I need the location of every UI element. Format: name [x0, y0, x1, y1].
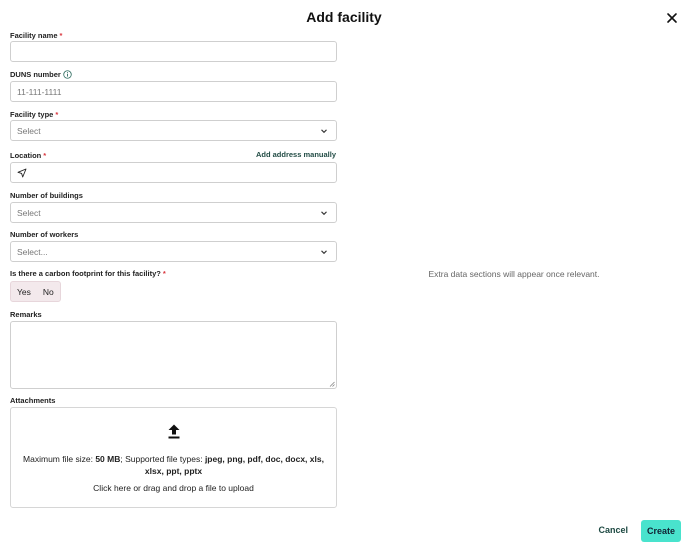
remarks-label: Remarks	[10, 310, 42, 319]
carbon-footprint-toggle	[10, 281, 61, 302]
workers-label: Number of workers	[10, 230, 79, 239]
required-marker: *	[162, 269, 166, 278]
upload-instruction: Click here or drag and drop a file to upload	[93, 483, 254, 493]
workers-select[interactable]: Select...	[10, 241, 337, 262]
buildings-label: Number of buildings	[10, 191, 83, 200]
required-marker: *	[59, 31, 63, 40]
extra-sections-note: Extra data sections will appear once relevant.	[428, 269, 600, 279]
facility-name-label: Facility name *	[10, 31, 63, 40]
close-icon[interactable]	[664, 10, 680, 26]
remarks-textarea[interactable]	[10, 321, 337, 389]
attachments-label: Attachments	[10, 396, 56, 405]
no-option[interactable]: No	[42, 286, 54, 297]
upload-icon	[168, 424, 180, 439]
dialog-title: Add facility	[306, 9, 382, 25]
chevron-down-icon	[320, 127, 328, 135]
chevron-down-icon	[320, 248, 328, 256]
required-marker: *	[43, 151, 47, 160]
cancel-button[interactable]: Cancel	[598, 525, 628, 535]
duns-label: DUNS number	[10, 70, 72, 79]
add-address-manually-link[interactable]: Add address manually	[255, 150, 336, 159]
info-icon[interactable]	[63, 70, 72, 79]
file-requirements-text: Maximum file size: 50 MB; Supported file types: jpeg, png, pdf, doc, docx, xls, xlsx, ppt, pptx	[23, 454, 324, 476]
required-marker: *	[55, 110, 59, 119]
facility-type-select[interactable]: Select	[10, 120, 337, 141]
attachment-dropzone[interactable]	[10, 407, 337, 508]
facility-name-input[interactable]	[10, 41, 337, 62]
chevron-down-icon	[320, 209, 328, 217]
navigation-arrow-icon	[17, 168, 27, 178]
facility-type-label: Facility type *	[10, 110, 59, 119]
yes-option[interactable]: Yes	[17, 286, 31, 297]
carbon-footprint-label: Is there a carbon footprint for this facility? *	[10, 269, 166, 278]
buildings-select[interactable]: Select	[10, 202, 337, 223]
resize-handle-icon[interactable]	[329, 381, 335, 387]
duns-number-input[interactable]: 11-111-1111	[10, 81, 337, 102]
create-button[interactable]: Create	[641, 520, 681, 542]
location-label: Location *	[10, 151, 47, 160]
location-input[interactable]	[10, 162, 337, 183]
